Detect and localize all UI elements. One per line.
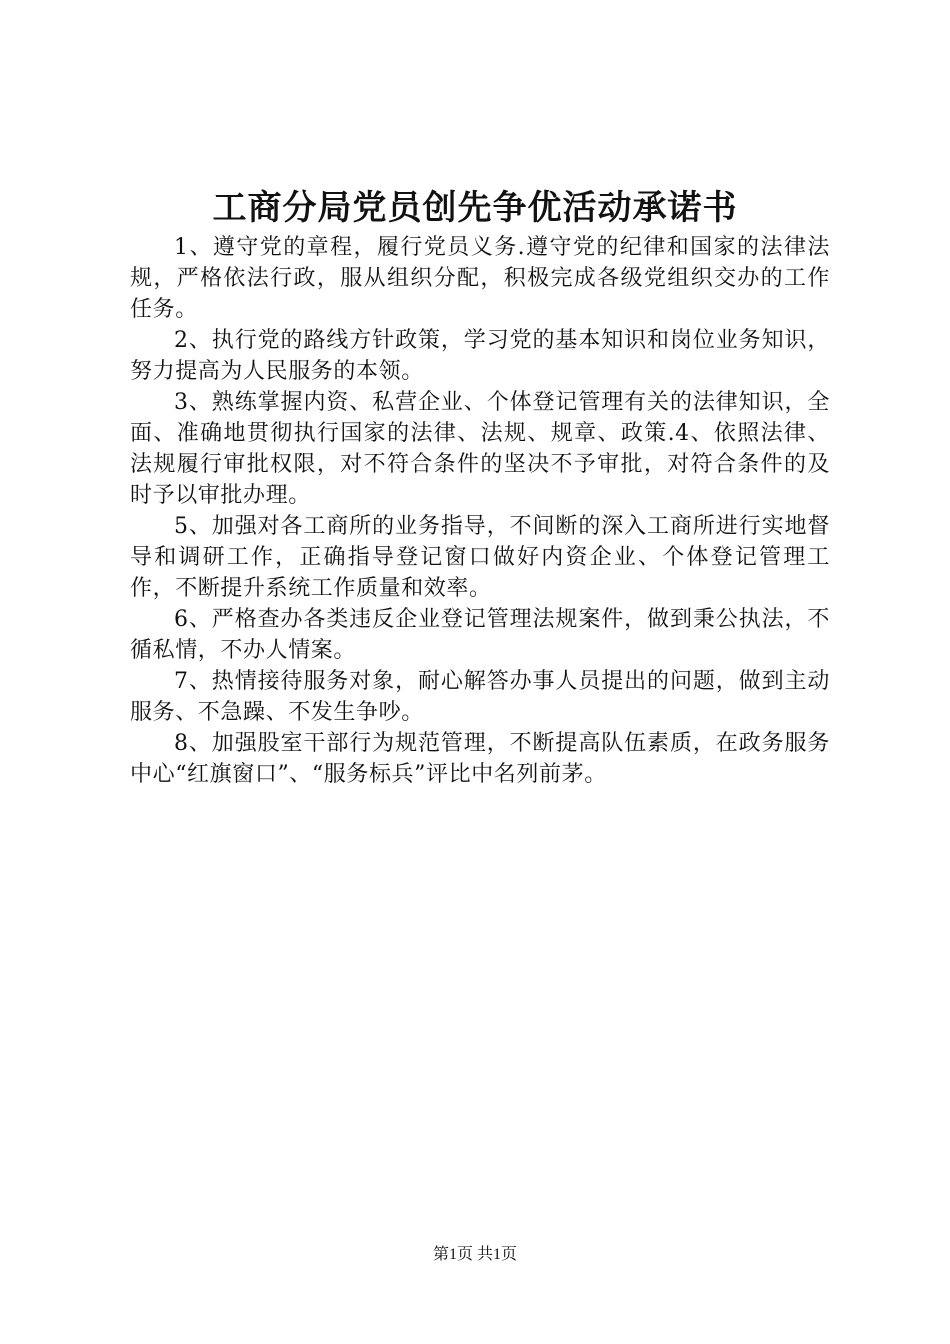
commitment-paragraph-2: 2、执行党的路线方针政策，学习党的基本知识和岗位业务知识，努力提高为人民服务的本领。 bbox=[130, 328, 830, 384]
commitment-paragraph-1: 1、遵守党的章程，履行党员义务.遵守党的纪律和国家的法律法规，严格依法行政，服从组织分配，积极完成各级党组织交办的工作任务。 bbox=[130, 235, 830, 322]
page-number-footer: 第1页 共1页 bbox=[432, 1246, 517, 1263]
document-title: 工商分局党员创先争优活动承诺书 bbox=[212, 188, 738, 228]
commitment-paragraph-8: 8、加强股室干部行为规范管理，不断提高队伍素质，在政务服务中心“红旗窗口”、“服务标兵”评比中名列前茅。 bbox=[130, 731, 830, 787]
commitment-paragraph-7: 7、热情接待服务对象，耐心解答办事人员提出的问题，做到主动服务、不急躁、不发生争吵。 bbox=[130, 669, 830, 725]
commitment-paragraph-5: 5、加强对各工商所的业务指导，不间断的深入工商所进行实地督导和调研工作，正确指导登记窗口做好内资企业、个体登记管理工作，不断提升系统工作质量和效率。 bbox=[130, 514, 830, 601]
commitment-paragraph-3: 3、熟练掌握内资、私营企业、个体登记管理有关的法律知识，全面、准确地贯彻执行国家的法律、法规、规章、政策.4、依照法律、法规履行审批权限，对不符合条件的坚决不予审批，对符合条件的及时予以审批办理。 bbox=[130, 390, 830, 508]
document-body bbox=[130, 232, 830, 790]
commitment-paragraph-6: 6、严格查办各类违反企业登记管理法规案件，做到秉公执法，不循私情，不办人情案。 bbox=[130, 607, 830, 663]
